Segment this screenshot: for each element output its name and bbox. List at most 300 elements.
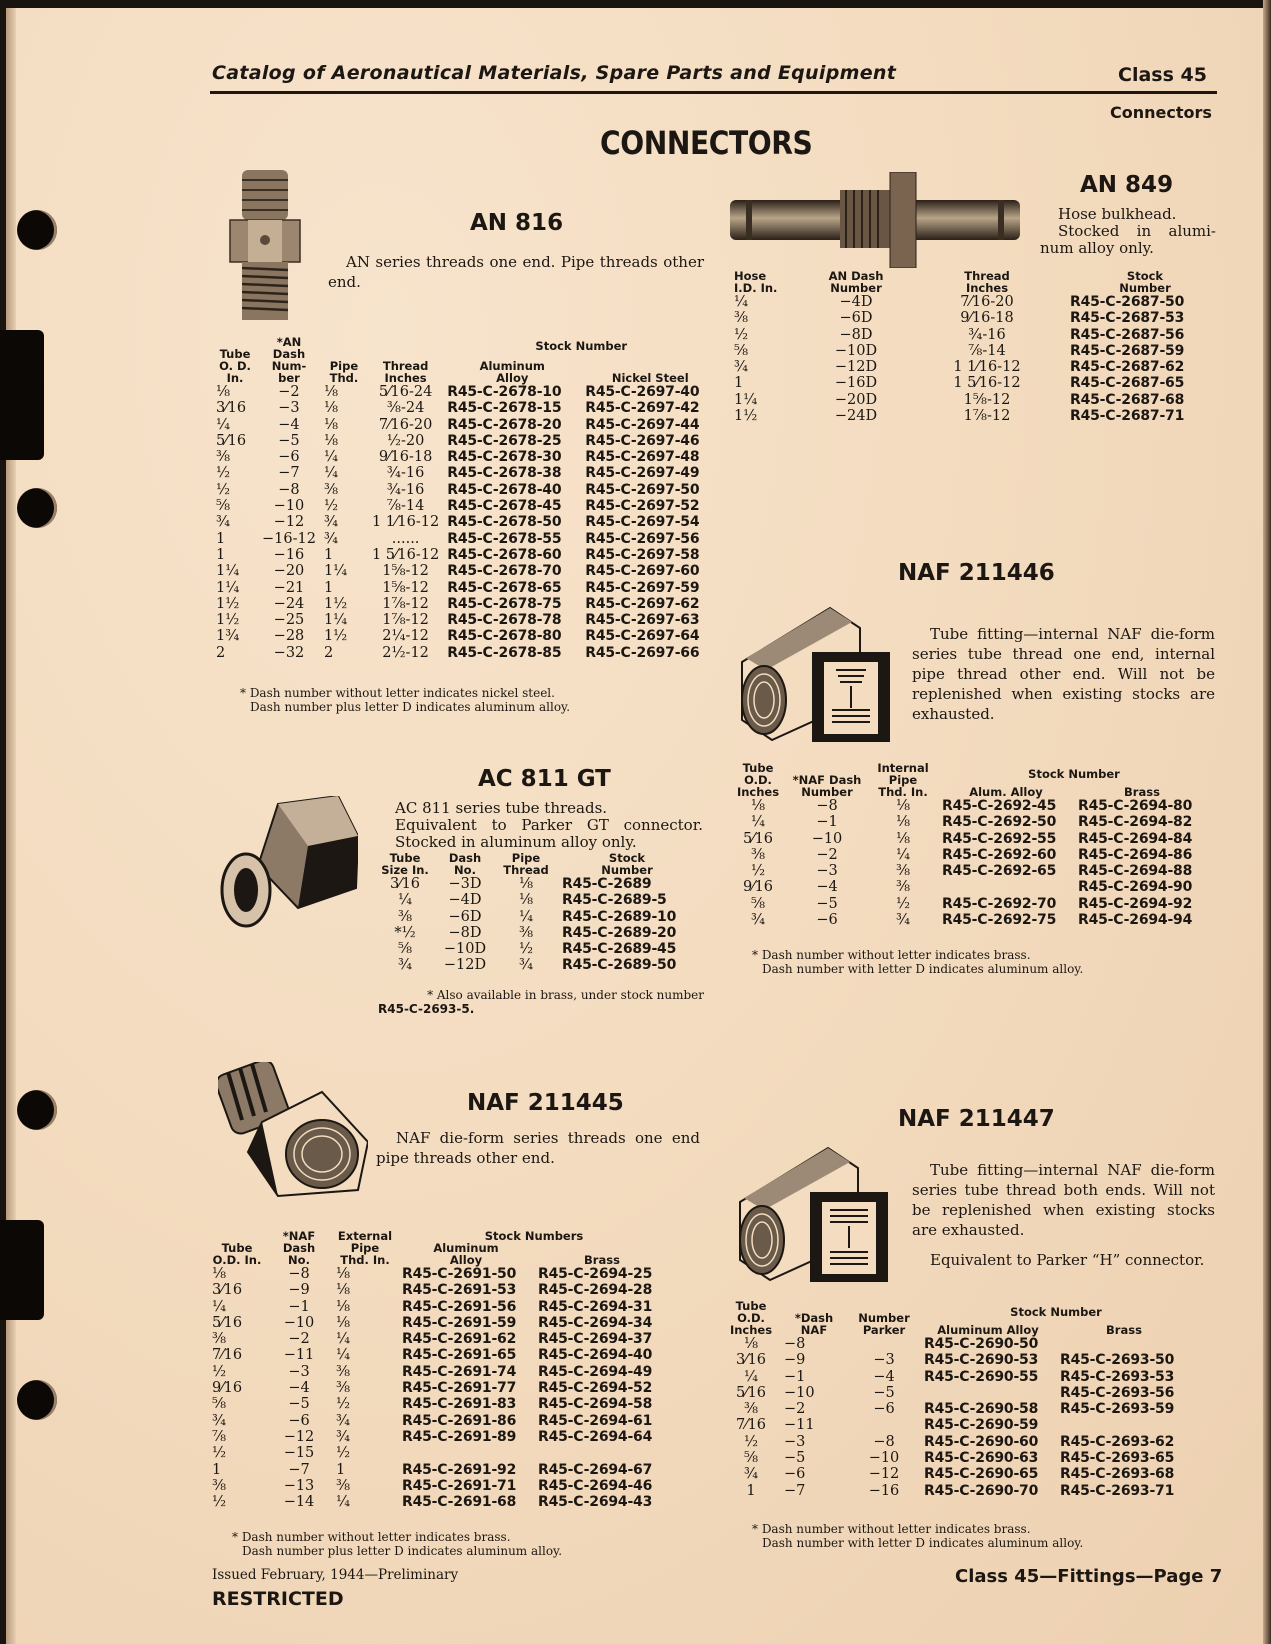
table-cell: ⅛ [743, 1336, 759, 1352]
col-thread: Thread Inches [964, 269, 1010, 295]
table-cell: ½ [212, 1445, 227, 1462]
table-cell: R45-C-2678-25 [447, 432, 562, 449]
naf211447-title: NAF 211447 [898, 1106, 1055, 1132]
col-stock-number: Stock Number [1010, 1305, 1102, 1319]
note-line: Dash number with letter D indicates aluminum alloy. [762, 962, 1084, 976]
table-cell: 1½ [216, 595, 240, 612]
col-tube-od: Tube O.D. Inches [736, 761, 780, 799]
table-cell: ⅝ [750, 895, 766, 912]
table-cell: −8 [784, 1336, 806, 1352]
table-cell: R45-C-2693-65 [1060, 1450, 1175, 1467]
table-cell: ½ [895, 895, 911, 912]
table-cell: ½ [336, 1396, 351, 1413]
table-cell: R45-C-2692-50 [942, 814, 1057, 831]
page-spine [6, 8, 16, 1644]
table-cell: R45-C-2689 [562, 876, 652, 892]
table-row [212, 498, 719, 514]
table-cell: ½ [216, 465, 231, 482]
table-cell: ¾ [397, 957, 413, 974]
table-row [730, 798, 1210, 814]
table-cell: −14 [283, 1494, 315, 1511]
table-cell: 1 [323, 546, 334, 563]
col-stock-number: Stock Number [535, 339, 628, 353]
table-cell: R45-C-2694-84 [1078, 830, 1193, 847]
table-cell [920, 1385, 1056, 1401]
col-tube-od: Tube O.D. In. [212, 1241, 262, 1267]
note-line: * Dash number without letter indicates brass. [752, 1522, 1031, 1536]
table-cell: −10 [811, 830, 843, 847]
table-cell: −21 [273, 579, 305, 596]
table-cell: −6 [816, 912, 838, 929]
table-row [730, 343, 1224, 359]
table-cell: ...... [391, 530, 420, 547]
table-cell: −8 [873, 1433, 895, 1450]
table-cell: R45-C-2694-64 [538, 1428, 653, 1445]
table-cell: −3 [288, 1363, 310, 1380]
table-cell: ⅛ [323, 432, 339, 449]
table-cell: R45-C-2694-58 [538, 1396, 653, 1413]
table-cell: 5⁄16 [735, 1384, 767, 1401]
table-cell: ⅛ [323, 400, 339, 417]
an816-fitting-illustration [228, 170, 304, 330]
col-tube-od: Tube O. D. In. [219, 347, 251, 385]
table-cell: R45-C-2689-20 [562, 924, 677, 941]
table-cell: −3D [448, 876, 482, 892]
restricted-label: RESTRICTED [212, 1588, 344, 1610]
table-cell: −12 [283, 1428, 315, 1445]
table-cell: −3 [278, 400, 300, 417]
table-cell: ¼ [323, 449, 339, 466]
table-cell: 1 5⁄16-12 [371, 546, 440, 563]
table-cell: 7⁄16 [212, 1347, 243, 1364]
table-cell: −24D [834, 408, 878, 425]
table-cell: 1⅞-12 [382, 595, 429, 612]
table-cell: ¼ [212, 1298, 227, 1315]
table-cell: R45-C-2697-52 [585, 498, 700, 515]
table-cell: ½ [323, 498, 339, 515]
table-cell: R45-C-2692-55 [942, 830, 1057, 847]
page-edge [1263, 0, 1271, 1644]
table-row [722, 1385, 1192, 1401]
table-cell: 7⁄16-20 [378, 416, 433, 433]
naf211445-fitting-illustration [218, 1062, 368, 1202]
table-cell: ¼ [336, 1494, 351, 1511]
table-cell: −8D [839, 326, 873, 343]
table-cell: ¾ [336, 1428, 351, 1445]
table-row [722, 1369, 1192, 1385]
col-brass: Brass [1124, 785, 1160, 799]
table-cell: 1½ [734, 408, 758, 425]
table-cell: R45-C-2697-59 [585, 579, 700, 596]
table-cell: ¾-16 [386, 465, 425, 482]
col-pipe-thread: Pipe Thread [503, 851, 549, 877]
col-an-dash: *AN Dash Num- ber [271, 335, 307, 385]
table-cell: ¼ [895, 846, 911, 863]
table-cell: 9⁄16-18 [960, 310, 1014, 327]
table-cell: 7⁄16-20 [960, 294, 1014, 310]
table-cell: −5 [784, 1450, 806, 1467]
table-row [212, 465, 719, 481]
table-cell: R45-C-2689-50 [562, 957, 677, 974]
table-cell: −5 [288, 1396, 310, 1413]
table-cell: 1 [216, 530, 226, 547]
col-brass: Brass [1106, 1323, 1142, 1337]
class-label: Class 45 [1118, 64, 1207, 86]
table-cell: ¼ [336, 1331, 351, 1348]
table-row [730, 847, 1210, 863]
table-cell: −12 [273, 514, 305, 531]
table-cell: R45-C-2678-80 [447, 628, 562, 645]
table-cell: R45-C-2694-46 [538, 1477, 653, 1494]
table-cell: R45-C-2694-34 [538, 1314, 653, 1331]
table-cell: ⅜ [895, 879, 911, 896]
table-cell: −12D [443, 957, 487, 974]
table-cell: 3⁄16 [389, 876, 421, 892]
table-cell: R45-C-2697-66 [585, 644, 700, 661]
table-cell: ¾ [518, 957, 534, 974]
table-cell: R45-C-2678-60 [447, 546, 562, 563]
binder-hole [17, 1090, 57, 1130]
table-cell: −12 [868, 1466, 900, 1483]
table-cell: −20D [834, 391, 878, 408]
table-cell: R45-C-2690-70 [924, 1482, 1039, 1499]
naf211445-notes [232, 1530, 562, 1558]
table-row [374, 957, 696, 973]
table-row [208, 1396, 670, 1412]
table-cell: −5 [278, 432, 300, 449]
table-cell: R45-C-2694-43 [538, 1494, 653, 1511]
table-cell: R45-C-2678-55 [447, 530, 562, 547]
table-cell: ½-20 [386, 432, 425, 449]
table-cell: 5⁄16-24 [378, 384, 433, 400]
table-cell: ¾ [336, 1412, 351, 1429]
table-cell: ¾ [750, 912, 766, 929]
table-cell: R45-C-2678-50 [447, 514, 562, 531]
table-cell: ⅛ [518, 892, 534, 909]
table-row [722, 1466, 1192, 1482]
table-cell: R45-C-2694-37 [538, 1331, 653, 1348]
table-cell: ⅛ [518, 876, 534, 892]
table-cell: ½ [212, 1363, 227, 1380]
table-cell: R45-C-2692-45 [942, 798, 1057, 814]
binder-edge [0, 1220, 44, 1320]
table-cell: ¼ [397, 892, 413, 909]
table-cell: R45-C-2697-54 [585, 514, 700, 531]
note-line: Dash number with letter D indicates aluminum alloy. [762, 1536, 1084, 1550]
table-cell: 1 1⁄16-12 [371, 514, 440, 531]
table-cell: ⅝ [212, 1396, 227, 1413]
table-cell: ½ [212, 1494, 227, 1511]
table-cell: R45-C-2691-62 [402, 1331, 517, 1348]
naf211445-title: NAF 211445 [467, 1090, 624, 1116]
table-row [374, 909, 696, 925]
table-cell: 1 5⁄16-12 [953, 375, 1021, 392]
table-cell: ⅝ [216, 498, 231, 515]
table-cell: 1½ [216, 612, 240, 629]
table-cell: R45-C-2694-31 [538, 1298, 653, 1315]
table-cell: R45-C-2678-15 [447, 400, 562, 417]
table-cell: ½ [518, 941, 534, 958]
table-cell: −4 [288, 1380, 310, 1397]
table-cell: 1⅝-12 [382, 563, 429, 580]
table-cell: R45-C-2697-42 [585, 400, 700, 417]
table-cell: R45-C-2687-71 [1070, 408, 1185, 425]
table-cell: R45-C-2694-92 [1078, 895, 1193, 912]
desc-line: Stocked in aluminum alloy only. [395, 833, 637, 851]
table-cell: ¼ [743, 1368, 759, 1385]
col-aluminum: Aluminum Alloy [479, 359, 545, 385]
table-cell: R45-C-2692-75 [942, 912, 1057, 929]
table-cell [534, 1445, 670, 1461]
desc-line: AC 811 series tube threads. [395, 799, 608, 817]
table-cell: R45-C-2689-10 [562, 908, 677, 925]
table-row [212, 563, 719, 579]
table-cell: 1¼ [216, 563, 240, 580]
col-an-dash: AN Dash Number [828, 269, 884, 295]
table-cell: 5⁄16 [742, 830, 774, 847]
page-title: CONNECTORS [600, 124, 813, 162]
table-cell: R45-C-2693-59 [1060, 1401, 1175, 1418]
naf211447-notes [752, 1522, 1083, 1550]
col-tube-od: Tube O.D. Inches [729, 1299, 773, 1337]
table-cell: −9 [784, 1352, 806, 1369]
table-cell: 5⁄16 [212, 1314, 243, 1331]
binder-hole [17, 1380, 57, 1420]
table-row [730, 831, 1210, 847]
col-tube-size: Tube Size In. [381, 851, 429, 877]
naf211446-fitting-illustration [732, 600, 892, 742]
table-cell: 3⁄16 [212, 1282, 243, 1299]
table-cell: R45-C-2694-25 [538, 1266, 653, 1282]
catalog-title: Catalog of Aeronautical Materials, Spare Parts and Equipment [212, 62, 897, 84]
table-cell: R45-C-2678-10 [447, 384, 562, 400]
naf211446-notes [752, 948, 1083, 976]
table-cell: ¼ [323, 465, 339, 482]
naf211447-equivalent: Equivalent to Parker “H” connector. [930, 1251, 1205, 1269]
table-cell: −1 [816, 814, 838, 831]
table-cell: R45-C-2691-65 [402, 1347, 517, 1364]
table-cell: 2½-12 [382, 644, 429, 661]
table-cell: −11 [283, 1347, 315, 1364]
table-cell: R45-C-2690-58 [924, 1401, 1039, 1418]
table-cell: −25 [273, 612, 305, 629]
table-row [722, 1450, 1192, 1466]
table-row [212, 400, 719, 416]
table-cell: R45-C-2689-45 [562, 941, 677, 958]
table-cell: R45-C-2693-71 [1060, 1482, 1175, 1499]
col-alum-alloy: Alum. Alloy [969, 785, 1043, 799]
table-cell: −13 [283, 1477, 315, 1494]
table-cell: −16 [868, 1482, 900, 1499]
table-row [208, 1315, 670, 1331]
table-cell: R45-C-2687-53 [1070, 310, 1185, 327]
col-hose-id: Hose I.D. In. [734, 269, 778, 295]
table-cell: R45-C-2678-38 [447, 465, 562, 482]
table-row [212, 645, 719, 661]
table-cell: R45-C-2678-65 [447, 579, 562, 596]
note-line: * Dash number without letter indicates brass. [232, 1530, 511, 1544]
table-cell: R45-C-2694-40 [538, 1347, 653, 1364]
table-cell: R45-C-2691-53 [402, 1282, 517, 1299]
table-cell: −20 [273, 563, 305, 580]
table-row [208, 1331, 670, 1347]
table-cell: −10 [273, 498, 305, 515]
col-brass: Brass [584, 1253, 620, 1267]
col-pipe-thd: Pipe Thd. [329, 359, 359, 385]
table-row [730, 896, 1210, 912]
table-cell: R45-C-2697-60 [585, 563, 700, 580]
table-cell: −1 [784, 1368, 806, 1385]
table-cell: ⅜ [895, 863, 911, 880]
table-cell: −7 [278, 465, 300, 482]
table-cell: −2 [784, 1401, 806, 1418]
naf211446-description: Tube fitting—internal NAF die-form series tube thread one end, internal pipe thread other end. Will not be replenished when existing stocks are exhausted. [912, 625, 1215, 723]
table-cell: R45-C-2691-83 [402, 1396, 517, 1413]
table-cell: ¾ [216, 514, 231, 531]
col-dash-naf: *Dash NAF [794, 1311, 834, 1337]
table-cell: R45-C-2678-75 [447, 595, 562, 612]
an816-title: AN 816 [470, 210, 564, 236]
ac811gt-fitting-illustration [218, 796, 358, 944]
table-cell: R45-C-2690-65 [924, 1466, 1039, 1483]
table-row [730, 359, 1224, 375]
table-cell: 9⁄16 [742, 879, 774, 896]
col-internal-pipe: Internal Pipe Thd. In. [877, 761, 929, 799]
table-cell: 9⁄16 [212, 1380, 243, 1397]
table-row [208, 1282, 670, 1298]
table-cell: R45-C-2691-92 [402, 1461, 517, 1478]
table-cell: R45-C-2691-74 [402, 1363, 517, 1380]
table-cell: ¾ [743, 1466, 759, 1483]
table-cell: R45-C-2694-88 [1078, 863, 1193, 880]
table-cell: ⅜ [336, 1477, 351, 1494]
table-cell: −11 [784, 1417, 815, 1434]
table-cell: ⅜ [323, 481, 339, 498]
table-cell: R45-C-2697-62 [585, 595, 700, 612]
table-row [212, 514, 719, 530]
table-cell: ⅜ [216, 449, 231, 466]
table-row [212, 612, 719, 628]
table-cell: ½ [336, 1445, 351, 1462]
table-cell: ¼ [216, 416, 231, 433]
table-cell: ½ [743, 1433, 759, 1450]
table-cell: ⅝ [734, 342, 749, 359]
table-cell: R45-C-2697-49 [585, 465, 700, 482]
table-cell: −5 [873, 1384, 895, 1401]
col-stock-number: Stock Number [1028, 767, 1120, 781]
table-cell: R45-C-2690-63 [924, 1450, 1039, 1467]
table-row [212, 547, 719, 563]
table-row [208, 1462, 670, 1478]
table-cell: −7 [784, 1482, 806, 1499]
col-number-parker: Number Parker [858, 1311, 910, 1337]
table-cell: −8 [288, 1266, 310, 1282]
table-row [722, 1417, 1192, 1433]
an816-notes [240, 686, 570, 714]
table-cell: 1 [746, 1482, 756, 1499]
table-cell: ½ [216, 481, 231, 498]
table-row [730, 375, 1224, 391]
table-cell: R45-C-2691-86 [402, 1412, 517, 1429]
an849-table [730, 270, 1224, 424]
table-row [730, 814, 1210, 830]
table-row [730, 310, 1224, 326]
table-cell: 1½ [323, 628, 348, 645]
table-cell: 3⁄16 [216, 400, 247, 417]
table-cell: R45-C-2678-78 [447, 612, 562, 629]
table-cell: R45-C-2692-70 [942, 895, 1057, 912]
table-cell: R45-C-2687-59 [1070, 342, 1185, 359]
page-reference: Class 45—Fittings—Page 7 [955, 1566, 1223, 1587]
table-cell: −6D [448, 908, 482, 925]
table-cell: R45-C-2690-60 [924, 1433, 1039, 1450]
table-cell [1056, 1336, 1192, 1352]
table-cell: ⅞-14 [968, 342, 1006, 359]
table-cell: R45-C-2678-45 [447, 498, 562, 515]
table-cell: ¾-16 [968, 326, 1006, 343]
table-cell: −6 [278, 449, 300, 466]
table-row [730, 912, 1210, 928]
table-row [730, 392, 1224, 408]
table-cell: −8 [278, 481, 300, 498]
table-cell: ⅛ [336, 1282, 351, 1299]
table-cell: R45-C-2691-59 [402, 1314, 517, 1331]
table-cell: ⅛ [212, 1266, 227, 1282]
note-line: * Dash number without letter indicates brass. [752, 948, 1031, 962]
table-row [208, 1429, 670, 1445]
an816-table [212, 336, 719, 661]
table-cell: −32 [273, 644, 305, 661]
table-cell: 7⁄16 [735, 1417, 767, 1434]
table-cell: −5 [816, 895, 838, 912]
table-cell: R45-C-2678-70 [447, 563, 562, 580]
table-cell: R45-C-2697-64 [585, 628, 700, 645]
naf211447-description: Tube fitting—internal NAF die-form series tube thread both ends. Will not be replenished when existing stocks are exhausted. [912, 1161, 1215, 1239]
col-aluminum-alloy: Aluminum Alloy [937, 1323, 1039, 1337]
table-row [208, 1478, 670, 1494]
naf211445-description: NAF die-form series threads one end pipe threads other end. [376, 1129, 700, 1167]
table-cell: R45-C-2690-50 [924, 1336, 1039, 1352]
note-stock-number: R45-C-2693-5. [378, 1002, 475, 1016]
table-cell: R45-C-2693-53 [1060, 1368, 1175, 1385]
table-cell: −12D [834, 359, 878, 376]
col-dash-no: Dash No. [448, 851, 482, 877]
table-row [208, 1266, 670, 1282]
table-cell: 1 1⁄16-12 [953, 359, 1021, 376]
table-cell: ⅞-14 [386, 498, 425, 515]
table-cell: R45-C-2697-46 [585, 432, 700, 449]
table-cell: −16D [834, 375, 878, 392]
table-cell: R45-C-2697-63 [585, 612, 700, 629]
table-cell: R45-C-2694-94 [1078, 912, 1193, 929]
table-cell: 1⅞-12 [382, 612, 429, 629]
table-cell: R45-C-2691-50 [402, 1266, 517, 1282]
binder-hole [17, 488, 57, 528]
table-cell: −2 [816, 846, 838, 863]
table-row [374, 876, 696, 892]
table-cell: −6 [873, 1401, 895, 1418]
table-cell: −4D [839, 294, 873, 310]
table-row [730, 327, 1224, 343]
table-cell: R45-C-2687-65 [1070, 375, 1185, 392]
table-cell: −16 [273, 546, 305, 563]
table-cell: R45-C-2691-71 [402, 1477, 517, 1494]
table-cell: −6 [784, 1466, 806, 1483]
table-cell: ⅛ [750, 798, 766, 814]
table-row [208, 1364, 670, 1380]
table-cell: R45-C-2694-80 [1078, 798, 1193, 814]
table-row [722, 1352, 1192, 1368]
